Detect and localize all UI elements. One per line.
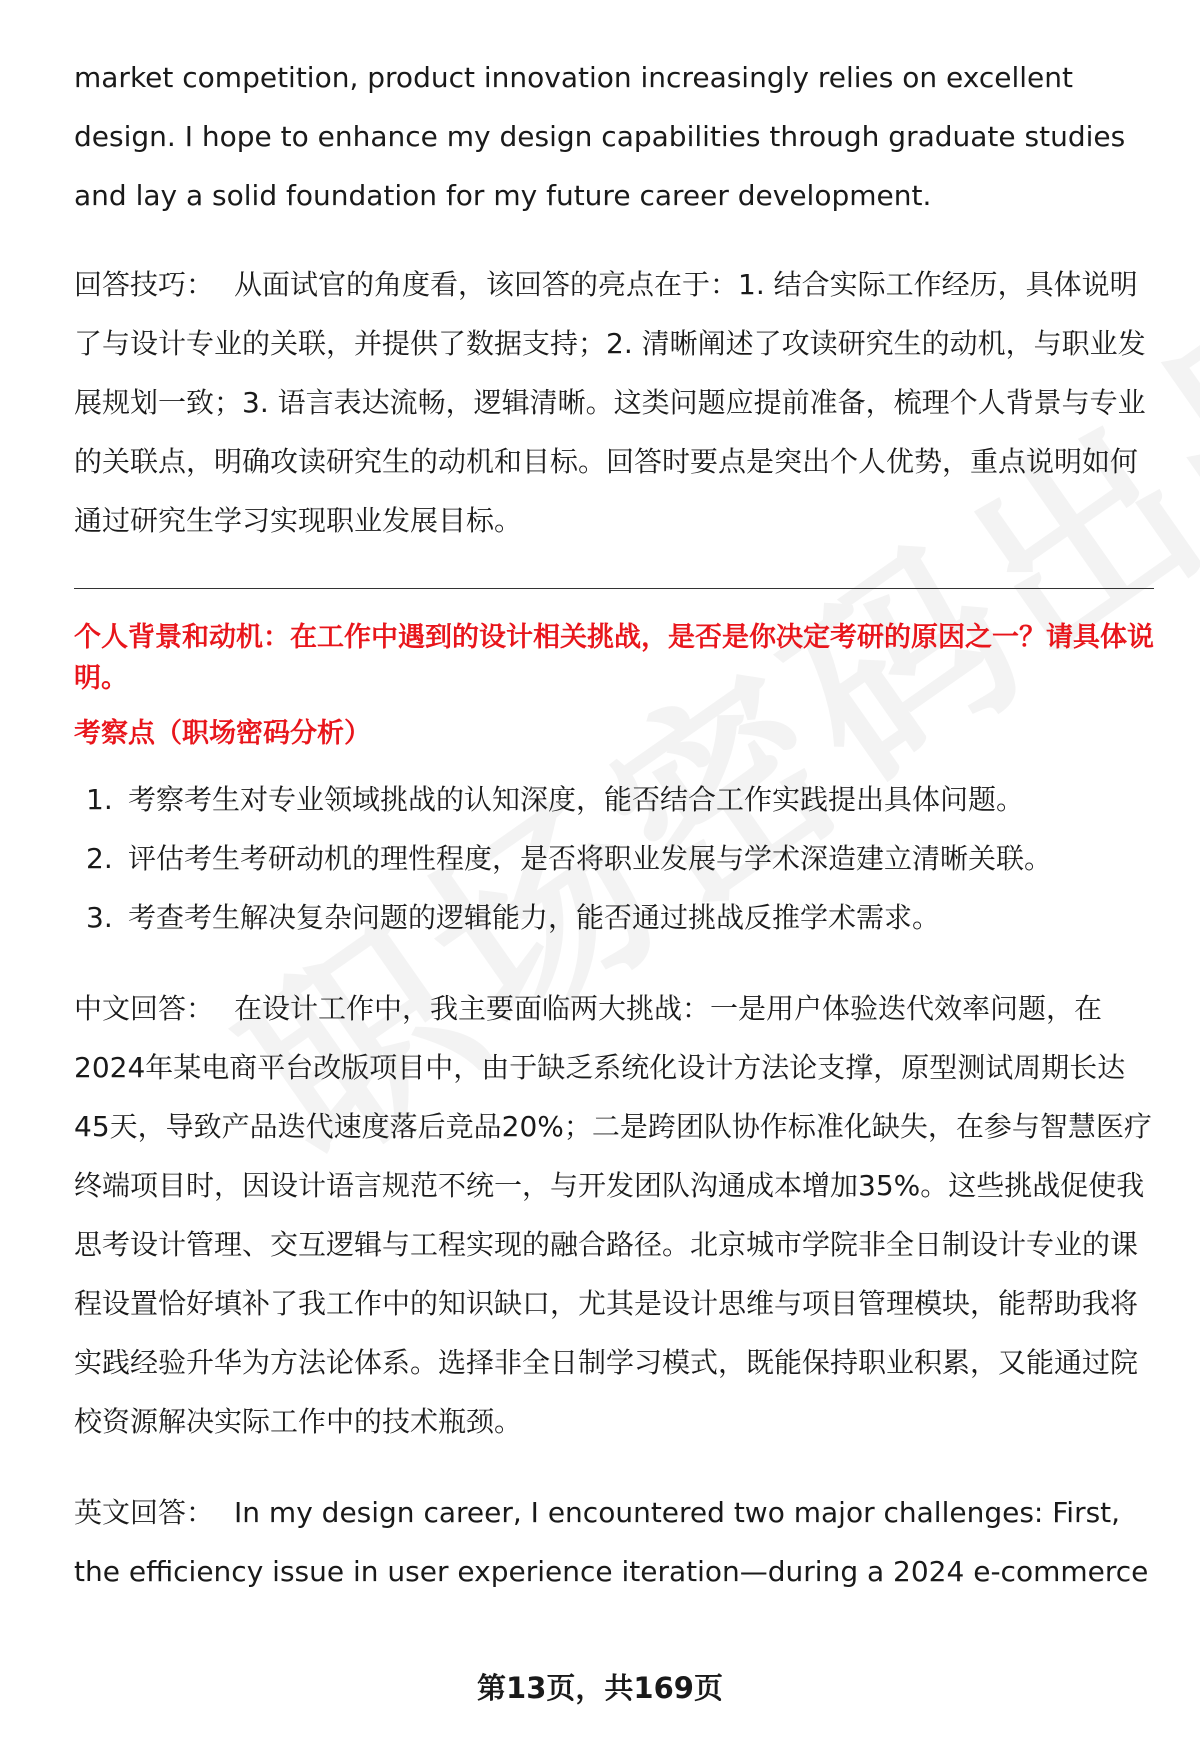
list-item [74,829,1154,888]
question-heading: 个人背景和动机：在工作中遇到的设计相关挑战，是否是你决定考研的原因之一？请具体说明。 [74,622,1154,694]
chinese-answer-paragraph [74,979,1154,1451]
list-item-text: 考察考生对专业领域挑战的认知深度，能否结合工作实践提出具体问题。 [128,783,1025,816]
list-item-number: 1. [86,783,113,816]
list-item-number: 2. [86,842,113,875]
list-item [74,888,1154,947]
tips-text: 从面试官的角度看，该回答的亮点在于：1. 结合实际工作经历，具体说明了与设计专业的关联，并提供了数据支持；2. 清晰阐述了攻读研究生的动机，与职业发展规划一致；3. 语言表达流畅，逻辑清晰。这类问题应提前准备，梳理个人背景与专业的关联点，明确攻读研究生的动机和目标。回答时要点是突出个人优势，重点说明如何通过研究生学习实现职业发展目标。 [74,268,1146,537]
english-answer-label: 英文回答： [74,1496,215,1529]
chinese-answer-text: 在设计工作中，我主要面临两大挑战：一是用户体验迭代效率问题，在2024年某电商平台改版项目中，由于缺乏系统化设计方法论支撑，原型测试周期长达45天，导致产品迭代速度落后竞品20%；二是跨团队协作标准化缺失，在参与智慧医疗终端项目时，因设计语言规范不统一，与开发团队沟通成本增加35%。这些挑战促使我思考设计管理、交互逻辑与工程实现的融合路径。北京城市学院非全日制设计专业的课程设置恰好填补了我工作中的知识缺口，尤其是设计思维与项目管理模块，能帮助我将实践经验升华为方法论体系。选择非全日制学习模式，既能保持职业积累，又能通过院校资源解决实际工作中的技术瓶颈。 [74,992,1152,1438]
list-item [74,770,1154,829]
chinese-answer-label: 中文回答： [74,992,215,1025]
document-body [74,48,1154,1601]
page-number-footer: 第13页，共169页 [477,1671,723,1705]
assessment-list [74,770,1154,947]
tips-label: 回答技巧： [74,268,215,301]
english-answer-paragraph [74,1483,1154,1601]
list-item-text: 评估考生考研动机的理性程度，是否将职业发展与学术深造建立清晰关联。 [128,842,1053,875]
list-item-text: 考查考生解决复杂问题的逻辑能力，能否通过挑战反推学术需求。 [128,901,941,934]
english-answer-text: In my design career, I encountered two major challenges: First, the efficiency issue in user experience iteration—during a 2024 e-commerce [74,1496,1149,1588]
intro-paragraph: market competition, product innovation increasingly relies on excellent design. I hope to enhance my design capabilities through graduate studies and lay a solid foundation for my future career development. [74,61,1126,212]
tips-paragraph [74,255,1154,550]
assessment-heading: 考察点（职场密码分析） [74,718,371,749]
list-item-number: 3. [86,901,113,934]
